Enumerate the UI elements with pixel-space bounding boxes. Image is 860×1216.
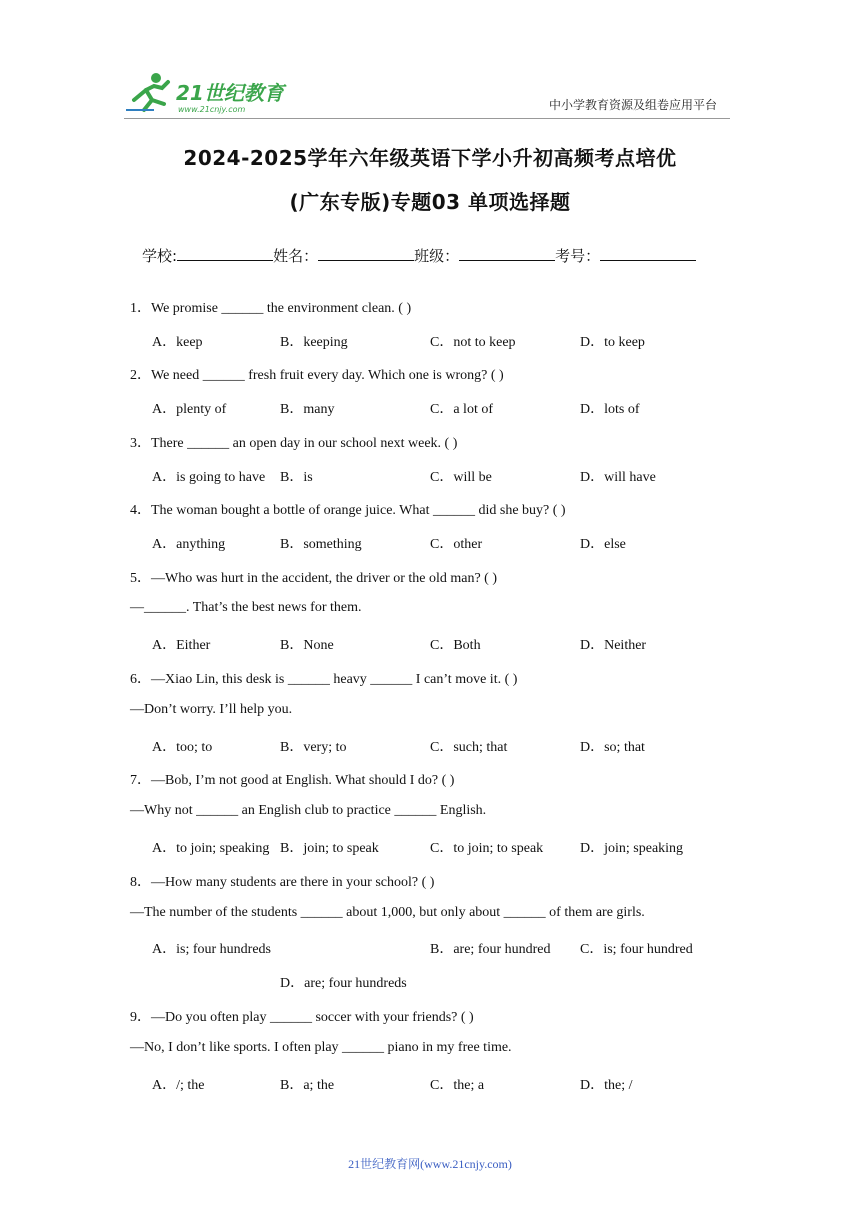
q6-option-c[interactable]: C．such; that xyxy=(430,740,508,755)
name-blank[interactable] xyxy=(318,244,414,261)
q8-option-b[interactable]: B．are; four hundred xyxy=(430,942,551,957)
q5-option-d[interactable]: D．Neither xyxy=(580,638,647,653)
q9-option-a[interactable]: A．/; the xyxy=(152,1078,205,1093)
footer-link[interactable]: 21世纪教育网(www.21cnjy.com) xyxy=(348,1157,512,1171)
q1-option-b[interactable]: B．keeping xyxy=(280,335,348,350)
q3-option-a[interactable]: A．is going to have xyxy=(152,470,266,485)
logo-text: 21世纪教育 xyxy=(176,81,284,105)
student-info-fields xyxy=(142,244,696,266)
logo-sub: www.21cnjy.com xyxy=(178,105,246,114)
question-3: 3．There ______ an open day in our school next week. ( ) xyxy=(130,436,458,451)
page-subtitle: (广东专版)专题03 单项选择题 xyxy=(289,190,571,214)
question-9-line-2: —No, I don’t like sports. I often play ______ piano in my free time. xyxy=(130,1040,512,1055)
logo-graphic xyxy=(124,70,294,114)
exam-number-blank[interactable] xyxy=(600,244,696,261)
q4-option-d[interactable]: D．else xyxy=(580,537,626,552)
question-5-line-2: —______. That’s the best news for them. xyxy=(130,600,362,615)
exam-number-label: 考号： xyxy=(555,247,601,265)
q6-option-d[interactable]: D．so; that xyxy=(580,740,645,755)
exam-number-field[interactable] xyxy=(555,244,696,266)
q3-option-c[interactable]: C．will be xyxy=(430,470,492,485)
q7-option-c[interactable]: C．to join; to speak xyxy=(430,841,544,856)
q7-option-b[interactable]: B．join; to speak xyxy=(280,841,379,856)
q6-option-b[interactable]: B．very; to xyxy=(280,740,347,755)
question-1: 1．We promise ______ the environment clean. ( ) xyxy=(130,301,412,316)
q3-option-b[interactable]: B．is xyxy=(280,470,313,485)
question-6: 6．—Xiao Lin, this desk is ______ heavy ______ I can’t move it. ( ) xyxy=(130,672,518,687)
q7-option-a[interactable]: A．to join; speaking xyxy=(152,841,270,856)
q9-option-c[interactable]: C．the; a xyxy=(430,1078,485,1093)
platform-tagline: 中小学教育资源及组卷应用平台 xyxy=(549,98,718,112)
q8-option-a[interactable]: A．is; four hundreds xyxy=(152,942,271,957)
question-6-line-2: —Don’t worry. I’ll help you. xyxy=(130,702,293,717)
question-8: 8．—How many students are there in your school? ( ) xyxy=(130,875,435,890)
q5-option-b[interactable]: B．None xyxy=(280,638,334,653)
q2-option-b[interactable]: B．many xyxy=(280,402,335,417)
question-4: 4．The woman bought a bottle of orange juice. What ______ did she buy? ( ) xyxy=(130,503,566,518)
page-title: 2024-2025学年六年级英语下学小升初高频考点培优 xyxy=(183,146,677,170)
question-8-line-2: —The number of the students ______ about 1,000, but only about ______ of them are girls. xyxy=(130,905,645,920)
class-blank[interactable] xyxy=(459,244,555,261)
q1-option-c[interactable]: C．not to keep xyxy=(430,335,516,350)
q4-option-b[interactable]: B．something xyxy=(280,537,362,552)
name-label: 姓名： xyxy=(273,247,319,265)
header-divider xyxy=(124,118,730,119)
q4-option-c[interactable]: C．other xyxy=(430,537,483,552)
q4-option-a[interactable]: A．anything xyxy=(152,537,226,552)
school-field[interactable] xyxy=(142,244,273,266)
class-label: 班级： xyxy=(414,247,460,265)
q3-option-d[interactable]: D．will have xyxy=(580,470,656,485)
question-5: 5．—Who was hurt in the accident, the driver or the old man? ( ) xyxy=(130,571,497,586)
q6-option-a[interactable]: A．too; to xyxy=(152,740,213,755)
q1-option-a[interactable]: A．keep xyxy=(152,335,203,350)
q8-option-d[interactable]: D．are; four hundreds xyxy=(280,976,407,991)
q5-option-c[interactable]: C．Both xyxy=(430,638,481,653)
school-label: 学校: xyxy=(142,247,178,265)
q2-option-a[interactable]: A．plenty of xyxy=(152,402,227,417)
school-blank[interactable] xyxy=(177,244,273,261)
q9-option-b[interactable]: B．a; the xyxy=(280,1078,335,1093)
q7-option-d[interactable]: D．join; speaking xyxy=(580,841,684,856)
name-field[interactable] xyxy=(273,244,414,266)
q5-option-a[interactable]: A．Either xyxy=(152,638,211,653)
q8-option-c[interactable]: C．is; four hundred xyxy=(580,942,693,957)
question-9: 9．—Do you often play ______ soccer with your friends? ( ) xyxy=(130,1010,474,1025)
question-2: 2．We need ______ fresh fruit every day. Which one is wrong? ( ) xyxy=(130,368,504,383)
class-field[interactable] xyxy=(414,244,555,266)
q2-option-c[interactable]: C．a lot of xyxy=(430,402,493,417)
q2-option-d[interactable]: D．lots of xyxy=(580,402,640,417)
q9-option-d[interactable]: D．the; / xyxy=(580,1078,633,1093)
site-logo[interactable] xyxy=(124,70,294,114)
question-7-line-2: —Why not ______ an English club to practice ______ English. xyxy=(130,803,487,818)
question-7: 7．—Bob, I’m not good at English. What should I do? ( ) xyxy=(130,773,455,788)
q1-option-d[interactable]: D．to keep xyxy=(580,335,645,350)
